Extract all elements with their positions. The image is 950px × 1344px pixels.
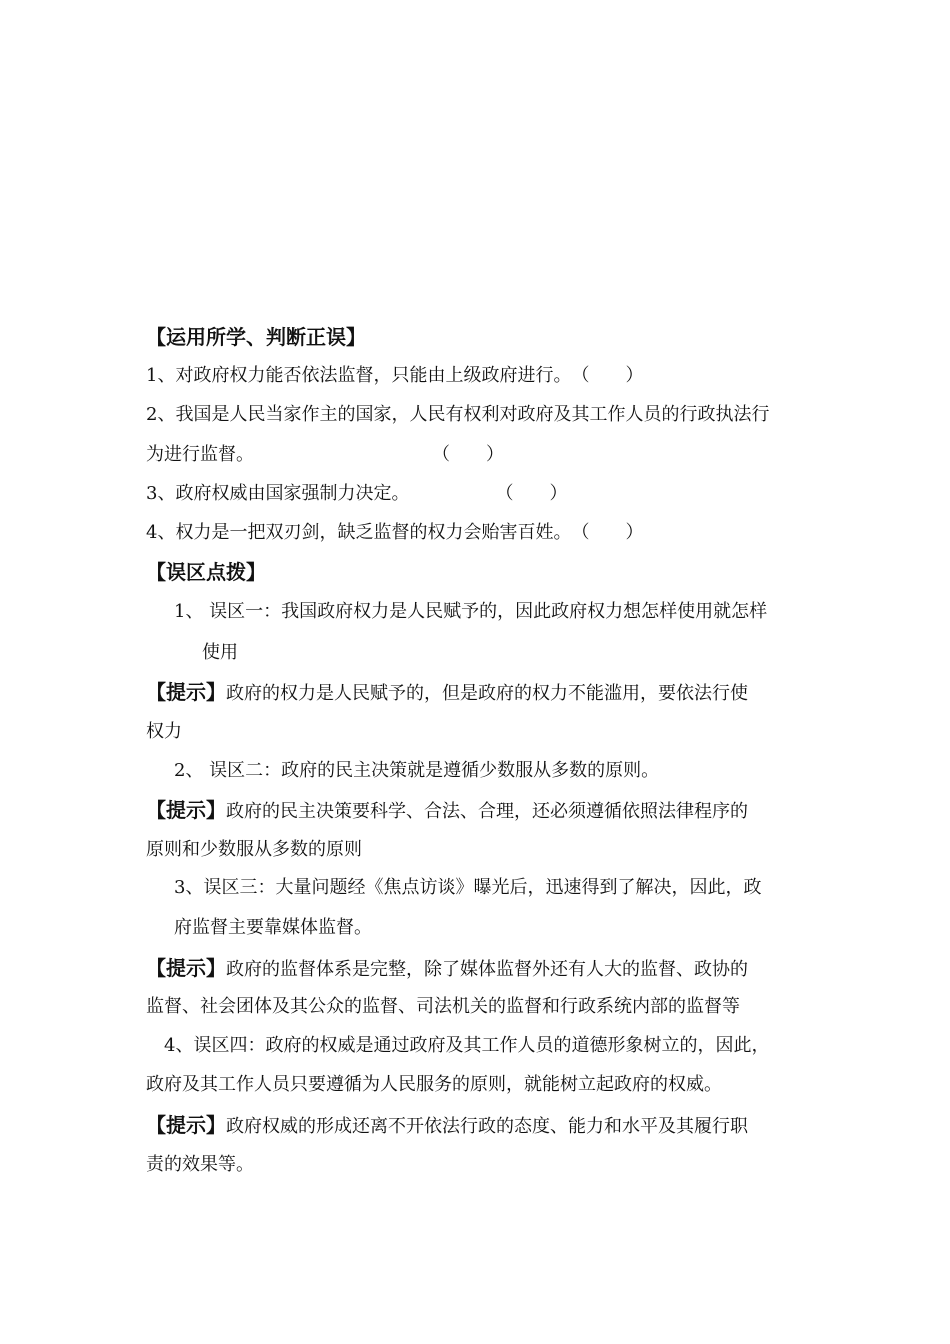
tip-3-line-2: 监督、社会团体及其公众的监督、司法机关的监督和行政系统内部的监督等 [146,996,740,1017]
tip-tag: 【提示】 [146,956,226,980]
judgement-item-4-blank[interactable]: （ ） [571,522,644,543]
tip-1-line-2: 权力 [146,721,182,742]
tip-1-text: 政府的权力是人民赋予的，但是政府的权力不能滥用，要依法行使 [226,683,748,704]
judgement-item-3-text: 3、政府权威由国家强制力决定。 [146,483,410,504]
misconception-3-line-2: 府监督主要靠媒体监督。 [174,917,372,938]
tip-1-line-1 [146,680,748,706]
judgement-item-2-line-1: 2、我国是人民当家作主的国家，人民有权利对政府及其工作人员的行政执法行 [146,404,770,425]
judgement-item-2-text: 为进行监督。 [146,444,254,465]
judgement-item-2-line-2 [146,443,504,467]
judgement-item-3 [146,482,567,506]
tip-2-line-1 [146,798,748,824]
judgement-item-2-blank[interactable]: （ ） [432,444,504,465]
tip-4-line-2: 责的效果等。 [146,1154,254,1175]
tip-3-text: 政府的监督体系是完整，除了媒体监督外还有人大的监督、政协的 [226,959,748,980]
section-heading-misconceptions: 【误区点拨】 [146,560,266,584]
misconception-4-line-1: 4、误区四：政府的权威是通过政府及其工作人员的道德形象树立的，因此， [164,1035,770,1056]
tip-4-line-1 [146,1113,748,1139]
tip-tag: 【提示】 [146,798,226,822]
judgement-item-3-blank[interactable]: （ ） [495,483,568,504]
misconception-1-line-1: 1、 误区一：我国政府权力是人民赋予的，因此政府权力想怎样使用就怎样 [174,601,768,622]
tip-2-text: 政府的民主决策要科学、合法、合理，还必须遵循依照法律程序的 [226,801,748,822]
judgement-item-4-text: 4、权力是一把双刃剑，缺乏监督的权力会贻害百姓。 [146,522,572,543]
misconception-1-line-2: 使用 [202,642,238,663]
judgement-item-1 [146,364,643,388]
judgement-item-1-text: 1、对政府权力能否依法监督，只能由上级政府进行。 [146,365,572,386]
tip-tag: 【提示】 [146,1113,226,1137]
judgement-item-4 [146,521,643,545]
tip-tag: 【提示】 [146,680,226,704]
section-heading-judgement: 【运用所学、判断正误】 [146,325,366,349]
tip-4-text: 政府权威的形成还离不开依法行政的态度、能力和水平及其履行职 [226,1116,748,1137]
tip-3-line-1 [146,956,748,982]
misconception-3-line-1: 3、误区三：大量问题经《焦点访谈》曝光后，迅速得到了解决，因此，政 [174,877,762,898]
tip-2-line-2: 原则和少数服从多数的原则 [146,839,362,860]
misconception-2-line-1: 2、 误区二：政府的民主决策就是遵循少数服从多数的原则。 [174,760,660,781]
judgement-item-1-blank[interactable]: （ ） [571,365,644,386]
misconception-4-line-2: 政府及其工作人员只要遵循为人民服务的原则，就能树立起政府的权威。 [146,1074,722,1095]
